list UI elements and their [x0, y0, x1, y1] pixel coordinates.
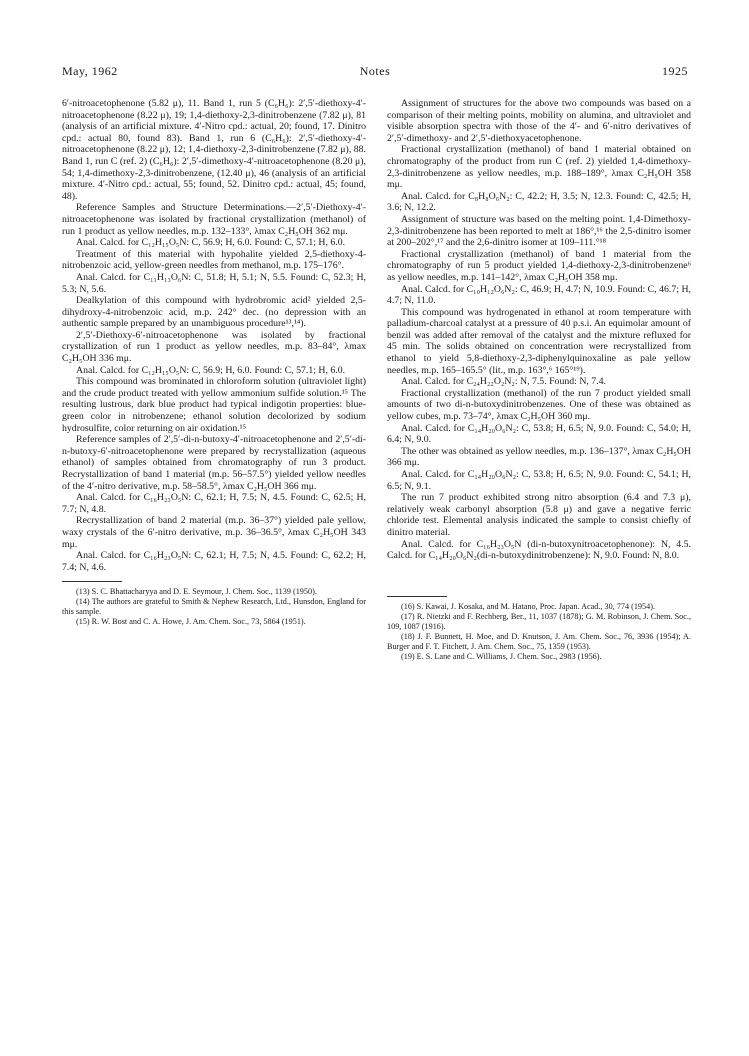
page-number: 1925: [662, 64, 688, 78]
footnotes: [387, 602, 691, 662]
paragraph: Treatment of this material with hypohalite yielded 2,5-diethoxy-4-nitrobenzoic acid, yellow-green needles from methanol, m.p. 175–176°.: [62, 248, 366, 272]
paragraph: Anal. Calcd. for C₁₀H₁₂O₆N₂: C, 46.9; H, 4.7; N, 10.9. Found: C, 46.7; H, 4.7; N, 11.0.: [387, 283, 691, 307]
footnotes: [62, 587, 366, 627]
header-date: May, 1962: [62, 64, 118, 78]
paragraph: Anal. Calcd. for C₁₆H₂₃O₅N: C, 62.1; H, 7.5; N, 4.5. Found: C, 62.5; H, 7.7; N, 4.8.: [62, 492, 366, 515]
paragraph: Anal. Calcd. for C₁₄H₂₀O₆N₂: C, 53.8; H, 6.5; N, 9.0. Found: C, 54.1; H, 6.5; N, 9.1.: [387, 469, 691, 492]
left-column: [62, 98, 366, 627]
paragraph: Anal. Calcd. for C₁₆H₂₃O₅N (di-n-butoxynitroacetophenone): N, 4.5. Calcd. for C₁₄H₂₀O₆N₂(di-n-butoxydinitrobenzene): N, 9.0. Found: N, 8.0.: [387, 538, 691, 562]
paragraph: Anal. Calcd. for C₁₆H₂₃O₅N: C, 62.1; H, 7.5; N, 4.5. Found: C, 62.2; H, 7.4; N, 4.6.: [62, 550, 366, 573]
footnote: (13) S. C. Bhattacharyya and D. E. Seymour, J. Chem. Soc., 1139 (1950).: [76, 587, 317, 597]
footnote: (19) E. S. Lane and C. Williams, J. Chem. Soc., 2983 (1956).: [401, 651, 602, 661]
footnote: (14) The authors are grateful to Smith & Nephew Research, Ltd., Hunsdon, England for this sample.: [62, 597, 366, 617]
right-column: [387, 98, 691, 662]
paragraph: Anal. Calcd. for C₁₂H₁₅O₅N: C, 56.9; H, 6.0. Found: C, 57.1; H, 6.0.: [76, 364, 346, 376]
section-heading-paragraph: Reference Samples and Structure Determinations.—2′,5′-Diethoxy-4′-nitroacetophenone was isolated by fractional crystallization (methanol) of run 1 product as yellow needles, m.p. 132–133°, λmax C₂H₅OH 362 mμ.: [62, 202, 366, 237]
paragraph: The other was obtained as yellow needles, m.p. 136–137°, λmax C₂H₅OH 366 mμ.: [387, 445, 691, 469]
paragraph: Recrystallization of band 2 material (m.p. 36–37°) yielded pale yellow, waxy crystals of the 6′-nitro derivative, m.p. 36–36.5°, λmax C₂H₅OH 343 mμ.: [62, 515, 366, 550]
paragraph: Anal. Calcd. for C₁₄H₂₀O₆N₂: C, 53.8; H, 6.5; N, 9.0. Found: C, 54.0; H, 6.4; N, 9.0.: [387, 422, 691, 446]
paragraph: Anal. Calcd. for C₁₂H₁₅O₅N: C, 56.9; H, 6.0. Found: C, 57.1; H, 6.0.: [76, 237, 346, 249]
footnote: (15) R. W. Bost and C. A. Howe, J. Am. Chem. Soc., 73, 5864 (1951).: [76, 617, 306, 627]
page-header: [62, 64, 688, 80]
paragraph: Dealkylation of this compound with hydrobromic acid² yielded 2,5-dihydroxy-4-nitrobenzoic acid, m.p. 242° dec. (no depression with an authentic sample prepared by an unambiguous procedure¹³,¹⁴).: [62, 295, 366, 330]
footnote-rule: [387, 596, 447, 597]
footnote-rule: [62, 581, 122, 582]
paragraph: Fractional crystallization (methanol) of the run 7 product yielded small amounts of two di-n-butoxydinitrobenzenes. One of these was obtained as yellow cubes, m.p. 73–74°, λmax C₂H₅OH 360 mμ.: [387, 387, 691, 423]
paragraph: Fractional crystallization (methanol) of band 1 material from the chromatography of run 5 product yielded 1,4-diethoxy-2,3-dinitrobenzene⁶ as yellow needles, m.p. 141–142°, λmax C₂H₅OH 358 mμ.: [387, 248, 691, 283]
footnote: (16) S. Kawai, J. Kosaka, and M. Hatano, Proc. Japan. Acad., 30, 774 (1954).: [401, 601, 655, 611]
paragraph: The run 7 product exhibited strong nitro absorption (6.4 and 7.3 μ), relatively weak carbonyl absorption (5.8 μ) and gave a negative ferric chloride test. Elemental analysis indicated the sample to consist chiefly of dinitro material.: [387, 492, 691, 538]
paragraph: This compound was brominated in chloroform solution (ultraviolet light) and the crude product treated with yellow ammonium sulfide solution.¹⁵ The resulting lustrous, dark blue product had typical indigotin properties: blue-green color in nitrobenzene; ethanol solution decolorized by sodium hydrosulfite, color returning on air oxidation.¹⁵: [62, 376, 366, 434]
header-section: Notes: [359, 64, 391, 78]
footnote: (18) J. F. Bunnett, H. Moe, and D. Knutson, J. Am. Chem. Soc., 76, 3936 (1954); A. Burger and F. T. Fitchett, J. Am. Chem. Soc., 75, 1359 (1953).: [387, 631, 691, 651]
paragraph: Anal. Calcd. for C₁₁H₁₃O₆N: C, 51.8; H, 5.1; N, 5.5. Found: C, 52.3; H, 5.3; N, 5.6.: [62, 271, 366, 295]
paragraph: 6′-nitroacetophenone (5.82 μ), 11. Band 1, run 5 (C₆H₆): 2′,5′-diethoxy-4′-nitroacetophenone (8.22 μ), 19; 1,4-diethoxy-2,3-dinitrobenzene (7.82 μ), 81 (analysis of an artificial mixture. 4′-Nitro cpd.: actual, 20; found, 17. Dinitro cpd.: actual 80, found 83). Band 1, run 6 (C₆H₆): 2′,5′-diethoxy-4′-nitroacetophenone (8.22 μ), 12; 1,4-diethoxy-2,3-dinitrobenzene (7.82 μ), 88. Band 1, run C (ref. 2) (C₆H₆): 2′,5′-dimethoxy-4′-nitroacetophenone (8.20 μ), 54; 1,4-dimethoxy-2,3-dinitrobenzene, (12.40 μ), 46 (analysis of an artificial mixture. 4′-Nitro cpd.: actual, 55; found, 52. Dinitro cpd.: actual, 45; found, 48).: [62, 98, 366, 202]
paragraph: Assignment of structure was based on the melting point. 1,4-Dimethoxy-2,3-dinitrobenzene has been reported to melt at 186°,¹⁶ the 2,5-dinitro isomer at 200–202°,¹⁷ and the 2,6-dinitro isomer at 109–111.°¹⁸: [387, 213, 691, 249]
paragraph: Anal. Calcd. for C₈H₈O₆N₂: C, 42.2; H, 3.5; N, 12.3. Found: C, 42.5; H, 3.6; N, 12.2.: [387, 190, 691, 214]
paragraph: Reference samples of 2′,5′-di-n-butoxy-4′-nitroacetophenone and 2′,5′-di-n-butoxy-6′-nitroacetophenone were prepared by recrystallization (aqueous ethanol) of samples obtained from chromatography of run 3 product. Recrystallization of band 1 material (m.p. 56–57.5°) yielded yellow needles of the 4′-nitro derivative, m.p. 58–58.5°, λmax C₂H₅OH 366 mμ.: [62, 434, 366, 492]
paragraph: Fractional crystallization (methanol) of band 1 material obtained on chromatography of the product from run C (ref. 2) yielded 1,4-dimethoxy-2,3-dinitrobenzene as yellow needles, m.p. 188–189°, λmax C₂H₅OH 358 mμ.: [387, 144, 691, 191]
paragraph: This compound was hydrogenated in ethanol at room temperature with palladium-charcoal catalyst at a pressure of 40 p.s.i. An equimolar amount of benzil was added after removal of the catalyst and the mixture refluxed for 45 min. The solids obtained on concentration were recrystallized from ethanol to yield 5,8-diethoxy-2,3-diphenylquinoxaline as pale yellow needles, m.p. 165–165.5° (lit., m.p. 163°,⁶ 165°¹⁹).: [387, 306, 691, 376]
footnote: (17) R. Nietzki and F. Rechberg, Ber., 11, 1037 (1878); G. M. Robinson, J. Chem. Soc., 109, 1087 (1916).: [387, 611, 691, 631]
paragraph: 2′,5′-Diethoxy-6′-nitroacetophenone was isolated by fractional crystallization of run 1 product as yellow needles, m.p. 83–84°, λmax C₂H₅OH 336 mμ.: [62, 329, 366, 365]
paragraph: Anal. Calcd. for C₂₄H₂₂O₂N₂: N, 7.5. Found: N, 7.4.: [401, 376, 606, 388]
paragraph: Assignment of structures for the above two compounds was based on a comparison of their melting points, mobility on alumina, and ultraviolet and visible absorption spectra with those of the 4′- and 6′-nitro derivatives of 2′,5′-dimethoxy- and 2′,5′-diethoxyacetophenone.: [387, 98, 691, 144]
